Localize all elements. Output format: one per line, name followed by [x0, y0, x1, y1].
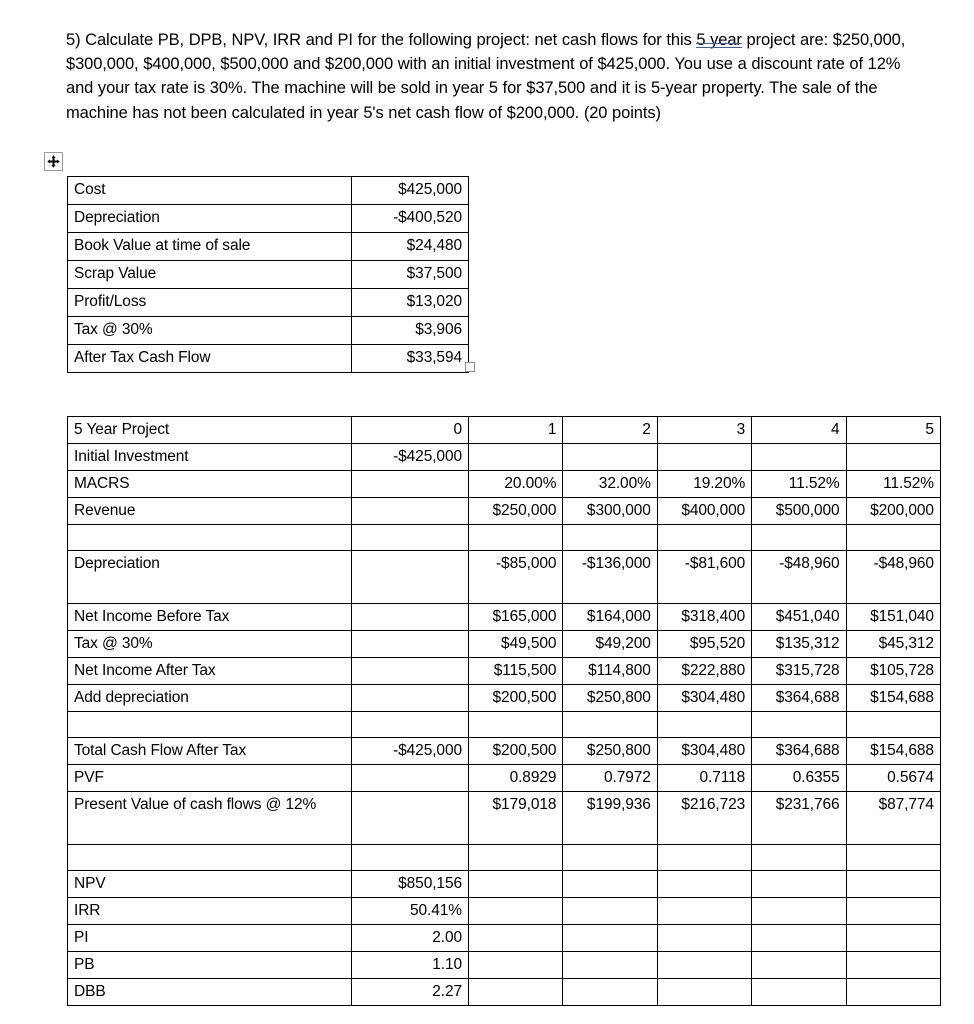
project-row-value	[469, 871, 563, 898]
project-row-value	[752, 925, 846, 952]
project-row-value: -$136,000	[563, 551, 657, 604]
table-row	[68, 925, 941, 952]
project-row-value	[846, 979, 940, 1006]
project-row-value	[352, 498, 469, 525]
project-row-label: DBB	[68, 979, 352, 1006]
project-row-value	[563, 979, 657, 1006]
project-row-value: -$81,600	[657, 551, 751, 604]
table-row	[68, 444, 941, 471]
project-row-value	[657, 444, 751, 471]
spacer-cell	[68, 712, 352, 738]
project-row-value: $200,000	[846, 498, 940, 525]
sale-row-value: $24,480	[352, 233, 469, 261]
project-row-value	[352, 551, 469, 604]
project-row-value: $304,480	[657, 738, 751, 765]
year-header-5: 5	[846, 417, 940, 444]
sale-row-label: Book Value at time of sale	[68, 233, 352, 261]
spacer-cell	[752, 845, 846, 871]
project-row-value	[469, 444, 563, 471]
sale-row-value: -$400,520	[352, 205, 469, 233]
project-row-value	[846, 871, 940, 898]
project-row-value	[352, 631, 469, 658]
table-header-row	[68, 417, 941, 444]
project-row-value: $49,200	[563, 631, 657, 658]
spacer-cell	[657, 712, 751, 738]
table-row	[68, 792, 941, 845]
project-row-value: $364,688	[752, 685, 846, 712]
project-row-value: $164,000	[563, 604, 657, 631]
project-row-value: 2.00	[352, 925, 469, 952]
table-row	[68, 498, 941, 525]
project-row-label: NPV	[68, 871, 352, 898]
project-row-value: 1.10	[352, 952, 469, 979]
project-row-value: $199,936	[563, 792, 657, 845]
project-row-value: $179,018	[469, 792, 563, 845]
spacer-cell	[68, 845, 352, 871]
project-row-value: $151,040	[846, 604, 940, 631]
spacer-cell	[657, 525, 751, 551]
sale-row-label: Depreciation	[68, 205, 352, 233]
project-row-value: $400,000	[657, 498, 751, 525]
project-row-value: $250,800	[563, 685, 657, 712]
project-row-value	[657, 952, 751, 979]
project-row-value: $364,688	[752, 738, 846, 765]
project-row-value: 0.8929	[469, 765, 563, 792]
table-row	[68, 898, 941, 925]
project-row-value: $850,156	[352, 871, 469, 898]
table-row	[68, 685, 941, 712]
project-row-value	[752, 444, 846, 471]
project-row-value	[563, 871, 657, 898]
table-row	[68, 658, 941, 685]
spacer-cell	[469, 845, 563, 871]
spacer-cell	[469, 712, 563, 738]
sale-row-label: Profit/Loss	[68, 289, 352, 317]
sale-row-value: $425,000	[352, 177, 469, 205]
spacer-cell	[752, 712, 846, 738]
project-row-label: Present Value of cash flows @ 12%	[68, 792, 352, 845]
project-row-label: Add depreciation	[68, 685, 352, 712]
project-row-label: PB	[68, 952, 352, 979]
project-row-value: 0.6355	[752, 765, 846, 792]
project-row-value: $300,000	[563, 498, 657, 525]
project-row-value: 0.7972	[563, 765, 657, 792]
spacer-cell	[563, 712, 657, 738]
table-move-handle[interactable]	[44, 152, 63, 171]
project-row-value: -$48,960	[752, 551, 846, 604]
project-row-value	[657, 925, 751, 952]
spacer-cell	[352, 845, 469, 871]
project-row-value: $250,000	[469, 498, 563, 525]
project-row-value: $315,728	[752, 658, 846, 685]
table-row	[68, 261, 469, 289]
table-row	[68, 551, 941, 604]
project-row-value	[352, 471, 469, 498]
project-row-value	[563, 925, 657, 952]
project-row-value: 19.20%	[657, 471, 751, 498]
project-row-value	[657, 979, 751, 1006]
year-header-0: 0	[352, 417, 469, 444]
spacer-cell	[68, 525, 352, 551]
project-row-label: Tax @ 30%	[68, 631, 352, 658]
sale-row-value: $3,906	[352, 317, 469, 345]
project-row-value: $216,723	[657, 792, 751, 845]
project-row-label: Revenue	[68, 498, 352, 525]
table-row	[68, 738, 941, 765]
table-spacer-row	[68, 525, 941, 551]
project-row-value: $318,400	[657, 604, 751, 631]
project-row-value	[469, 898, 563, 925]
year-header-1: 1	[469, 417, 563, 444]
sale-row-value: $37,500	[352, 261, 469, 289]
spacer-cell	[846, 525, 940, 551]
spacer-cell	[752, 525, 846, 551]
project-row-label: MACRS	[68, 471, 352, 498]
sale-row-label: Scrap Value	[68, 261, 352, 289]
project-row-value	[352, 685, 469, 712]
project-row-value	[352, 765, 469, 792]
project-row-value: 11.52%	[752, 471, 846, 498]
sale-row-value: $33,594	[352, 345, 469, 373]
table-row	[68, 871, 941, 898]
project-row-value	[846, 952, 940, 979]
project-row-value: 2.27	[352, 979, 469, 1006]
table-row	[68, 289, 469, 317]
sale-row-label: Tax @ 30%	[68, 317, 352, 345]
project-row-value	[657, 871, 751, 898]
project-cashflow-table	[67, 416, 941, 1006]
sale-row-label: Cost	[68, 177, 352, 205]
project-row-value: $87,774	[846, 792, 940, 845]
spacer-cell	[352, 712, 469, 738]
project-row-value: $500,000	[752, 498, 846, 525]
project-row-value	[657, 898, 751, 925]
question-paragraph	[66, 28, 928, 125]
project-row-value	[563, 444, 657, 471]
project-row-value: 20.00%	[469, 471, 563, 498]
table-row	[68, 317, 469, 345]
project-row-value	[846, 444, 940, 471]
project-table-title: 5 Year Project	[68, 417, 352, 444]
project-row-value: 11.52%	[846, 471, 940, 498]
project-row-value: $451,040	[752, 604, 846, 631]
project-row-value: $49,500	[469, 631, 563, 658]
project-row-value: $200,500	[469, 685, 563, 712]
spacer-cell	[352, 525, 469, 551]
project-row-label: Total Cash Flow After Tax	[68, 738, 352, 765]
project-row-value: 32.00%	[563, 471, 657, 498]
project-row-value	[352, 604, 469, 631]
machine-sale-table	[67, 176, 469, 373]
spacer-cell	[846, 845, 940, 871]
year-header-2: 2	[563, 417, 657, 444]
year-header-3: 3	[657, 417, 751, 444]
project-row-value: 0.5674	[846, 765, 940, 792]
table-row	[68, 604, 941, 631]
project-row-value: $105,728	[846, 658, 940, 685]
project-row-value	[563, 952, 657, 979]
project-row-value	[469, 979, 563, 1006]
table-row	[68, 765, 941, 792]
spacer-cell	[563, 845, 657, 871]
project-row-value	[563, 898, 657, 925]
grammar-flagged-phrase: 5 year	[696, 31, 742, 49]
project-row-value: $95,520	[657, 631, 751, 658]
project-row-label: Net Income After Tax	[68, 658, 352, 685]
project-row-value: $231,766	[752, 792, 846, 845]
table-row	[68, 205, 469, 233]
project-row-label: PI	[68, 925, 352, 952]
project-row-value	[469, 925, 563, 952]
project-row-value	[752, 898, 846, 925]
question-text-prefix: 5) Calculate PB, DPB, NPV, IRR and PI for the following project: net cash flows for this	[66, 31, 697, 49]
project-row-value	[752, 952, 846, 979]
table-row	[68, 233, 469, 261]
project-row-value: $250,800	[563, 738, 657, 765]
project-row-label: PVF	[68, 765, 352, 792]
project-row-value	[846, 925, 940, 952]
project-row-value: -$48,960	[846, 551, 940, 604]
project-row-value: $154,688	[846, 738, 940, 765]
project-row-value: -$425,000	[352, 738, 469, 765]
table-row	[68, 471, 941, 498]
table-row	[68, 952, 941, 979]
spacer-cell	[469, 525, 563, 551]
table-row	[68, 177, 469, 205]
spacer-cell	[563, 525, 657, 551]
project-row-label: Initial Investment	[68, 444, 352, 471]
project-row-value: $114,800	[563, 658, 657, 685]
project-row-value: 0.7118	[657, 765, 751, 792]
project-row-value	[352, 792, 469, 845]
project-row-value: 50.41%	[352, 898, 469, 925]
table-spacer-row	[68, 712, 941, 738]
project-row-value	[846, 898, 940, 925]
project-row-value: $222,880	[657, 658, 751, 685]
sale-row-label: After Tax Cash Flow	[68, 345, 352, 373]
project-row-value: $115,500	[469, 658, 563, 685]
move-cross-icon	[47, 155, 60, 168]
table-row	[68, 345, 469, 373]
project-row-value: $154,688	[846, 685, 940, 712]
project-row-value: -$425,000	[352, 444, 469, 471]
project-row-value	[752, 979, 846, 1006]
sale-row-value: $13,020	[352, 289, 469, 317]
table-row	[68, 631, 941, 658]
project-row-label: Net Income Before Tax	[68, 604, 352, 631]
project-row-value: $304,480	[657, 685, 751, 712]
spacer-cell	[657, 845, 751, 871]
project-row-label: Depreciation	[68, 551, 352, 604]
table-row	[68, 979, 941, 1006]
year-header-4: 4	[752, 417, 846, 444]
spacer-cell	[846, 712, 940, 738]
project-row-label: IRR	[68, 898, 352, 925]
project-row-value: $45,312	[846, 631, 940, 658]
project-row-value	[352, 658, 469, 685]
project-row-value	[469, 952, 563, 979]
question-text-rest: project are: $250,000, $300,000, $400,000, $500,000 and $200,000 with an initial investment of $425,000. You use a discount rate of 12% and your tax rate is 30%. The machine will be sold in year 5 for $37,500 and it is 5-year property. The sale of the machine has not been calculated in year 5's net cash flow of $200,000. (20 points)	[66, 31, 906, 122]
table-resize-handle[interactable]	[465, 362, 475, 372]
project-row-value: $165,000	[469, 604, 563, 631]
project-row-value: -$85,000	[469, 551, 563, 604]
table-spacer-row	[68, 845, 941, 871]
project-row-value: $135,312	[752, 631, 846, 658]
project-row-value	[752, 871, 846, 898]
project-row-value: $200,500	[469, 738, 563, 765]
